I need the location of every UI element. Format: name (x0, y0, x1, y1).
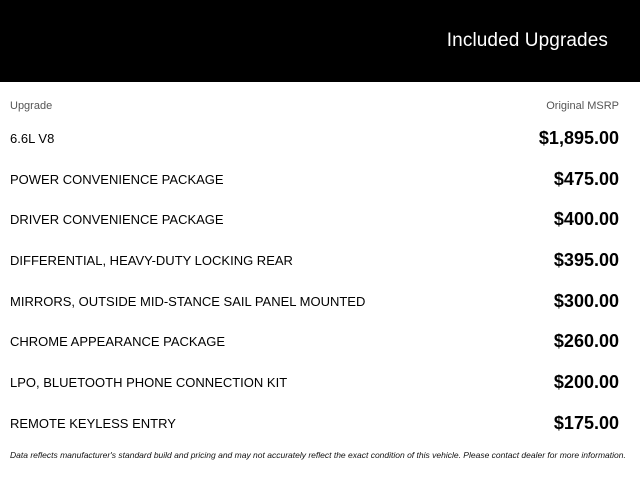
column-headers (0, 94, 640, 118)
upgrade-price: $1,895.00 (538, 127, 619, 148)
upgrade-name: 6.6L V8 (10, 130, 55, 146)
page-title: Included Upgrades (446, 30, 608, 51)
upgrade-row (0, 118, 640, 159)
upgrade-price: $475.00 (553, 168, 619, 189)
upgrade-row (0, 281, 640, 322)
column-header-upgrade: Upgrade (10, 100, 53, 112)
upgrade-row (0, 199, 640, 240)
upgrade-row (0, 403, 640, 444)
upgrade-row (0, 321, 640, 362)
upgrade-name: LPO, BLUETOOTH PHONE CONNECTION KIT (10, 374, 288, 390)
upgrade-name: REMOTE KEYLESS ENTRY (10, 415, 176, 431)
upgrade-name: CHROME APPEARANCE PACKAGE (10, 334, 226, 350)
upgrade-price: $300.00 (553, 290, 619, 311)
upgrade-price: $175.00 (553, 412, 619, 433)
upgrade-row (0, 159, 640, 200)
upgrade-price: $400.00 (553, 209, 619, 230)
upgrade-row (0, 240, 640, 281)
upgrade-price: $260.00 (553, 331, 619, 352)
upgrade-name: DRIVER CONVENIENCE PACKAGE (10, 212, 224, 228)
upgrade-name: MIRRORS, OUTSIDE MID-STANCE SAIL PANEL MOUNTED (10, 293, 366, 309)
upgrade-name: POWER CONVENIENCE PACKAGE (10, 171, 224, 187)
upgrade-name: DIFFERENTIAL, HEAVY-DUTY LOCKING REAR (10, 252, 293, 268)
header-bar (0, 0, 640, 82)
upgrade-price: $395.00 (553, 249, 619, 270)
column-header-msrp: Original MSRP (546, 100, 619, 112)
disclaimer-text: Data reflects manufacturer's standard build and pricing and may not accurately reflect the exact condition of this vehicle. Please contact dealer for more information. (10, 449, 626, 460)
upgrade-list (0, 118, 640, 444)
upgrade-row (0, 362, 640, 403)
upgrade-price: $200.00 (553, 371, 619, 392)
